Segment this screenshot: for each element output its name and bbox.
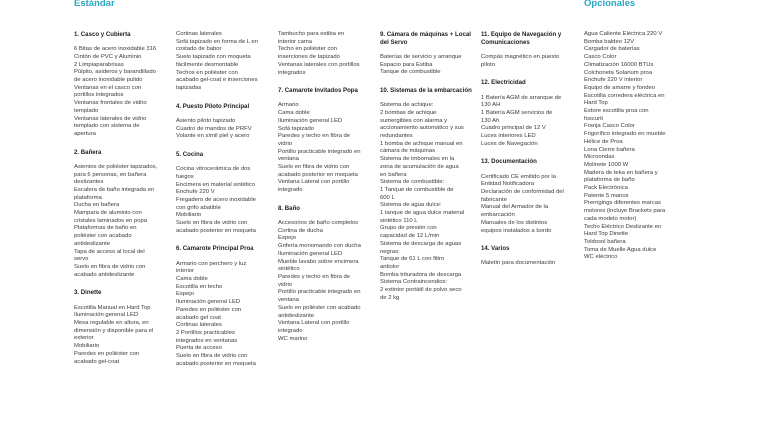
spec-item: cada modelo motor) — [584, 215, 637, 222]
spec-item: Techo en poliéster con — [278, 46, 337, 53]
spec-item: 130 AH — [481, 102, 501, 109]
section-items — [481, 260, 575, 268]
spec-section — [176, 31, 270, 93]
spec-section — [481, 158, 575, 235]
spec-item: Iluminación general LED — [74, 312, 139, 319]
section-title: 6. Camarote Principal Proa — [176, 245, 254, 253]
section-title: 3. Dinette — [74, 289, 102, 297]
spec-item: Sistema de combustible: — [380, 179, 445, 186]
spec-item: Techo Eléctrico Deslizante en — [584, 223, 662, 230]
spec-item: Tanque de combustible — [380, 69, 441, 76]
section-title: 11. Equipo de Navegación y Comunicaciones — [481, 31, 562, 46]
spec-item: Armario con perchero y luz — [176, 260, 247, 267]
spec-item: de acero inoxidable pulido — [74, 77, 143, 84]
spec-section — [278, 87, 372, 195]
section-title: 5. Cocina — [176, 150, 204, 158]
section-items — [176, 118, 270, 141]
spec-item: Sofá tapizado en forma de L en — [176, 38, 258, 45]
spec-item: equipos instalados a bordo — [481, 227, 552, 234]
spec-item: plataforma de baño — [584, 177, 635, 184]
spec-item: Hard Top Dinette — [584, 231, 629, 238]
spec-item: 600 L — [380, 194, 395, 201]
spec-item: templado con sistema de — [74, 123, 140, 130]
spec-item: foscurit — [584, 115, 603, 122]
spec-item: Enchufe 220 V interior — [584, 77, 643, 84]
spec-item: Cama doble — [176, 276, 208, 283]
spec-section — [481, 245, 575, 268]
spec-item: Cocina vitrocerámica de dos — [176, 166, 251, 173]
spec-section — [380, 87, 474, 302]
spec-item: Portillo practicable integrado en — [278, 289, 361, 296]
spec-item: Sistema Contraincendios: — [380, 279, 448, 286]
spec-item: deslizantes — [74, 179, 104, 186]
spec-section — [278, 31, 372, 77]
section-title: 4. Puesto Piloto Principal — [176, 102, 250, 110]
spec-item: Sofá tapizado — [278, 125, 315, 132]
section-title: 7. Camarote Invitados Popa — [278, 87, 358, 95]
spec-item: Ventanas laterales con portillos — [278, 61, 360, 68]
section-items — [380, 54, 474, 77]
spec-item: piloto — [481, 61, 496, 68]
spec-item: Mampara de aluminio con — [74, 210, 142, 217]
spec-item: Puerta de acceso — [176, 345, 222, 352]
spec-item: Grupo de presión con — [380, 225, 437, 232]
spec-item: 1 Tanque de combustible de — [380, 186, 454, 193]
spec-item: antiolor — [380, 263, 400, 270]
spec-section — [584, 31, 680, 262]
spec-item: de 2 kg — [380, 294, 400, 301]
spec-item: fuegos — [176, 173, 194, 180]
spec-item: integrado — [278, 187, 303, 194]
spec-item: Madera de teka en bañera y — [584, 169, 658, 176]
spec-item: dimensión y disponible para el — [74, 327, 154, 334]
spec-item: Declaración de conformidad del — [481, 189, 564, 196]
spec-item: Casco Color — [584, 54, 617, 61]
spec-item: fabricante — [481, 196, 507, 203]
spec-item: Mobiliario — [176, 212, 202, 219]
spec-item: Escalera de baño integrada en — [74, 186, 155, 193]
optional-header: Opcionales — [584, 0, 636, 9]
spec-item: Escotilla corredera eléctrica en — [584, 92, 665, 99]
spec-item: Equipo de amarre y fondeo — [584, 84, 656, 91]
section-items — [481, 54, 575, 69]
spec-item: Bomba trituradora de descarga — [380, 271, 462, 278]
spec-item: embarcación — [481, 212, 515, 219]
section-title: 12. Electricidad — [481, 79, 526, 87]
spec-item: sintético — [278, 266, 300, 273]
spec-item: integrados en ventanas — [176, 337, 238, 344]
spec-item: sumergibles con alarma y — [380, 117, 448, 124]
spec-item: Ducha en bañera — [74, 202, 120, 209]
spec-item: Manual del Armador de la — [481, 204, 549, 211]
spec-item: 1 Batería AGM de arranque de — [481, 94, 562, 101]
spec-item: para 6 personas, en bañera — [74, 171, 147, 178]
spec-item: Suelo tapizado con moqueta — [176, 54, 251, 61]
spec-item: Suelo en fibra de vidrio con — [176, 353, 248, 360]
spec-item: motores (incluye Brackets para — [584, 208, 666, 215]
spec-item: antideslizante — [74, 240, 111, 247]
spec-item: en bañera — [380, 171, 407, 178]
spec-item: Mueble lavabo sobre encimera — [278, 258, 359, 265]
spec-item: Luces interiores LED — [481, 133, 536, 140]
spec-column-5 — [481, 31, 575, 278]
spec-item: Patente 5 manos — [584, 192, 629, 199]
section-title: 9. Cámara de máquinas + Local del Servo — [380, 31, 471, 46]
spec-item: zona de acumulación de agua — [380, 163, 459, 170]
spec-item: Manuales de los distintos — [481, 219, 548, 226]
spec-item: Sistema de descarga de aguas — [380, 240, 462, 247]
spec-item: Bomba baldeo 12V — [584, 38, 635, 45]
spec-item: Grifería monomando con ducha — [278, 243, 361, 250]
spec-item: WC marino — [278, 335, 308, 342]
spec-item: Luces de Navegación — [481, 140, 538, 147]
spec-item: tapizadas — [176, 84, 202, 91]
spec-section — [278, 205, 372, 343]
section-title: 2. Bañera — [74, 148, 102, 156]
spec-item: Volante en símil piel y acero — [176, 133, 250, 140]
section-items — [278, 220, 372, 343]
spec-item: Armario — [278, 102, 299, 109]
section-title: 13. Documentación — [481, 158, 537, 166]
spec-item: Paredes en poliéster con — [176, 306, 242, 313]
spec-item: WC eléctrico — [584, 254, 618, 261]
spec-item: Portillo practicable integrado en — [278, 148, 361, 155]
spec-item: servo — [74, 256, 89, 263]
spec-item: Hélice de Proa — [584, 138, 623, 145]
spec-item: Techos en poliéster con — [176, 69, 238, 76]
spec-item: integrados — [278, 69, 306, 76]
spec-item: Toma de Muelle Agua dulce — [584, 246, 657, 253]
spec-section — [176, 151, 270, 236]
spec-item: interior cama — [278, 38, 313, 45]
spec-item: Suelo en fibra de vidrio con — [278, 164, 350, 171]
spec-item: integrado — [278, 327, 303, 334]
spec-item: Cama doble — [278, 110, 310, 117]
spec-item: Sistema de achique: — [380, 102, 434, 109]
spec-item: Hard Top — [584, 100, 608, 107]
spec-section — [176, 103, 270, 141]
spec-item: Tambucho para estiba en — [278, 31, 345, 37]
spec-item: Cuadro de mandos de PRFV — [176, 125, 252, 132]
spec-section — [380, 31, 474, 77]
spec-item: Ventana Lateral con portillo — [278, 179, 350, 186]
spec-item: exterior — [74, 335, 94, 342]
spec-item: 1 bomba de achique manual en — [380, 140, 463, 147]
spec-item: Encimera en material sintético — [176, 181, 255, 188]
spec-item: Fregadero de acero inoxidable — [176, 196, 256, 203]
section-title: 8. Baño — [278, 204, 301, 212]
spec-item: 2 bombas de achique — [380, 109, 437, 116]
spec-item: costado de babor — [176, 46, 222, 53]
spec-item: Tapa de acceso al local del — [74, 248, 145, 255]
spec-item: Prerrigings diferentes marcas — [584, 200, 661, 207]
spec-item: cristales laminados en popa — [74, 217, 148, 224]
spec-item: templado — [74, 107, 99, 114]
spec-item: Cargador de baterías — [584, 46, 640, 53]
spec-item: Paredes y techo en fibra de — [278, 273, 351, 280]
spec-item: Lona Cierre bañera — [584, 146, 635, 153]
section-items — [380, 102, 474, 302]
spec-item: Tanque de 61 L con filtro — [380, 256, 445, 263]
spec-item: con grifo abatible — [176, 204, 221, 211]
spec-item: Microondas — [584, 154, 615, 161]
spec-item: Maletín para documentación — [481, 260, 556, 267]
spec-item: Climatización 16000 BTUs — [584, 61, 654, 68]
spec-item: Espejo — [278, 235, 297, 242]
spec-item: 130 Ah — [481, 117, 500, 124]
spec-item: Colchoneta Solarium proa — [584, 69, 653, 76]
section-items — [481, 174, 575, 236]
spec-item: Iluminación general LED — [176, 299, 241, 306]
spec-item: Compás magnético en puesto — [481, 53, 560, 60]
spec-item: 2 Portillos practicables — [176, 330, 235, 336]
spec-item: acabado gel-coat — [74, 358, 120, 365]
spec-column-3 — [278, 31, 372, 353]
spec-item: poliéster con acabado — [74, 233, 132, 240]
spec-item: Espejo — [176, 291, 195, 298]
spec-item: Pack Electrónica — [584, 185, 628, 192]
spec-item: Frigorífico integrado en mueble — [584, 131, 666, 138]
spec-item: interior — [176, 268, 195, 275]
spec-section — [481, 79, 575, 148]
spec-item: Certificado CE emitido por la — [481, 173, 556, 180]
section-title: 1. Casco y Cubierta — [74, 31, 131, 38]
spec-item: Mesa regulable en altura, en — [74, 320, 149, 326]
spec-item: Escotilla Manual en Hard Top — [74, 304, 151, 311]
spec-section — [176, 245, 270, 368]
spec-item: Suelo en fibra de vidrio con — [176, 220, 248, 227]
spec-item: acabado posterior en moqueta — [176, 227, 256, 234]
optional-column — [584, 31, 680, 272]
spec-item: negras: — [380, 248, 400, 255]
section-items — [176, 31, 270, 93]
spec-item: Entidad Notificadora — [481, 181, 535, 188]
spec-item: Cortina de ducha — [278, 227, 323, 234]
spec-item: acabado posterior en moqueta — [176, 360, 256, 367]
spec-item: portillos integrados — [74, 92, 124, 99]
spec-item: Accesorios de baño completos — [278, 220, 359, 227]
spec-item: Ventana Lateral con portillo — [278, 320, 350, 327]
spec-item: Sistema de imbornales en la — [380, 156, 455, 163]
spec-item: ventana — [278, 297, 299, 304]
spec-item: acabado antideslizante — [74, 271, 135, 278]
spec-item: 2 extintor portátil de polvo seco — [380, 287, 462, 294]
spec-item: apertura — [74, 130, 96, 137]
section-items — [584, 31, 680, 262]
spec-item: Mobiliario — [74, 343, 100, 350]
standard-header: Estándar — [74, 0, 115, 9]
spec-item: Baterías de servicio y arranque — [380, 53, 462, 60]
spec-item: Escotilla en techo — [176, 283, 223, 290]
spec-item: Iluminación general LED — [278, 250, 343, 257]
spec-item: Agua Caliente Eléctrica 220 V — [584, 31, 663, 37]
spec-item: Suelo en fibra de vidrio con — [74, 263, 146, 270]
spec-item: Plataformas de baño en — [74, 225, 137, 232]
section-items — [278, 102, 372, 194]
spec-item: Enchufe 220 V — [176, 189, 215, 196]
spec-item: Paredes en poliéster con — [74, 350, 140, 357]
spec-item: 1 tanque de agua dulce material — [380, 210, 465, 217]
spec-item: ventana — [278, 156, 299, 163]
section-items — [176, 166, 270, 235]
spec-item: redundantes — [380, 133, 413, 140]
spec-item: Cortinas laterales — [176, 322, 222, 329]
spec-item: acabado gel-coat e inserciones — [176, 77, 258, 84]
spec-item: Cintón de PVC y Aluminio — [74, 53, 142, 60]
section-items — [481, 95, 575, 149]
section-title: 10. Sistemas de la embarcación — [380, 87, 472, 95]
spec-item: Iluminación general LED — [278, 117, 343, 124]
spec-item: Púlpito, asideros y barandillado — [74, 69, 156, 76]
section-items — [278, 31, 372, 77]
spec-item: capacidad de 12 L/min — [380, 233, 440, 240]
spec-item: Sistema de agua dulce: — [380, 202, 442, 209]
spec-item: Franja Casco Color — [584, 123, 635, 130]
spec-item: accionamiento automático y sus — [380, 125, 464, 132]
spec-item: Paredes y techo en fibra de — [278, 133, 351, 140]
spec-item: Asientos de poliéster tapizados, — [74, 163, 158, 170]
spec-item: Suelo en poliéster con acabado — [278, 304, 361, 311]
spec-item: Ventanas en el casco con — [74, 84, 142, 91]
spec-item: Toldosol bañera — [584, 238, 626, 245]
spec-item: Cortinas laterales — [176, 31, 222, 37]
spec-item: acabado posterior en moqueta — [278, 171, 358, 178]
spec-item: Molinete 1000 W — [584, 161, 629, 168]
spec-column-4 — [380, 31, 474, 313]
spec-item: Estore escotilla proa con — [584, 108, 649, 115]
spec-item: vidrio — [278, 140, 293, 147]
spec-item: antideslizante — [278, 312, 315, 319]
section-items — [176, 261, 270, 369]
spec-item: vidrio — [278, 281, 293, 288]
spec-item: Cuadro principal de 12 V — [481, 125, 546, 132]
spec-item: cámara de máquinas — [380, 148, 436, 155]
spec-item: Ventanas laterales de vidrio — [74, 115, 147, 122]
spec-item: fácilmente desmontable — [176, 61, 239, 68]
spec-item: plataforma — [74, 194, 102, 201]
spec-item: Espacio para Estiba — [380, 61, 433, 68]
spec-item: acabado gel coat — [176, 314, 221, 321]
spec-column-2 — [176, 31, 270, 379]
spec-section — [481, 31, 575, 69]
spec-item: Asiento piloto tapizado — [176, 117, 236, 124]
section-title: 14. Varios — [481, 245, 510, 253]
spec-item: 1 Batería AGM servicios de — [481, 109, 553, 116]
spec-item: Ventanas frontales de vidrio — [74, 100, 147, 107]
spec-item: 2 Limpiaparabrisas — [74, 61, 124, 68]
spec-item: 6 Bitas de acero inoxidable 316 — [74, 46, 157, 53]
spec-item: sintético 110 L — [380, 217, 418, 224]
spec-item: inserciones de tapizado — [278, 54, 340, 61]
